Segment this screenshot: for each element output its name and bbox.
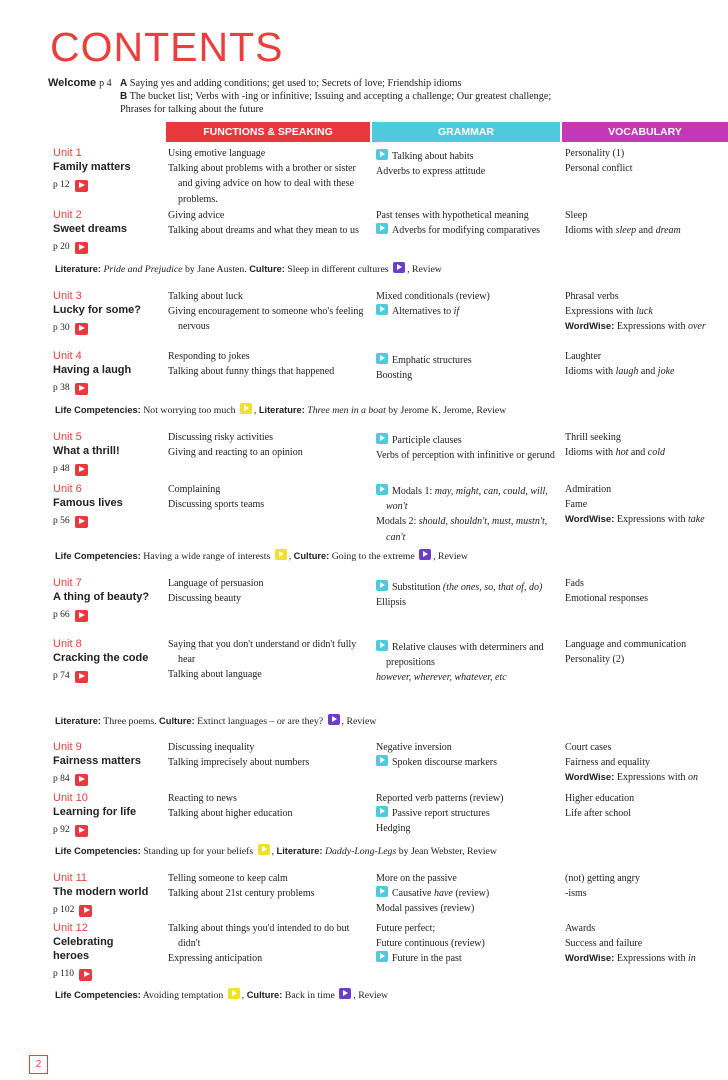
- vocabulary-item: WordWise: Expressions with take: [565, 514, 705, 526]
- grammar-item: Modals 2: should, shouldn't, must, mustn't, can't: [376, 516, 548, 543]
- grammar-video-icon[interactable]: [376, 580, 388, 591]
- grammar-header: GRAMMAR: [372, 122, 560, 142]
- functions-cell: [168, 146, 368, 207]
- grammar-item: Boosting: [376, 370, 413, 382]
- grammar-item: Emphatic structures: [376, 353, 562, 368]
- function-item: Talking about 21st century problems: [168, 888, 315, 900]
- vocabulary-item: Admiration: [565, 484, 612, 495]
- unit-page[interactable]: [53, 463, 88, 476]
- unit-number: Unit 2: [53, 209, 82, 221]
- video-play-icon[interactable]: [75, 383, 88, 395]
- welcome-label[interactable]: [48, 77, 112, 89]
- vocabulary-item: Emotional responses: [565, 593, 649, 605]
- grammar-item: Relative clauses with determiners and prepositions: [376, 640, 562, 670]
- vocabulary-item: Personality (2): [565, 654, 625, 666]
- section-summary-5: Life Competencies: Standing up for your beliefs , Literature: Daddy-Long-Legs by Jean Webster, Review: [55, 846, 497, 857]
- function-item: Discussing beauty: [168, 593, 242, 605]
- functions-cell: [168, 637, 368, 683]
- vocabulary-item: Expressions with luck: [565, 306, 653, 318]
- vocabulary-item: WordWise: Expressions with on: [565, 772, 698, 784]
- welcome-page: p 4: [99, 78, 112, 89]
- unit-page-number: p 110: [53, 969, 75, 979]
- functions-cell: [168, 791, 368, 821]
- unit-page-number: p 92: [53, 825, 70, 835]
- vocabulary-cell: [565, 482, 725, 528]
- function-item: Expressing anticipation: [168, 953, 263, 965]
- welcome-line-b-label: B: [120, 91, 128, 102]
- unit-number: Unit 12: [53, 922, 88, 934]
- vocabulary-item: Fads: [565, 578, 584, 589]
- grammar-cell: [376, 149, 562, 179]
- function-item: Language of persuasion: [168, 578, 264, 589]
- function-item: Talking about funny things that happened: [168, 366, 335, 378]
- unit-number: Unit 10: [53, 792, 88, 804]
- grammar-item: Reported verb patterns (review): [376, 793, 504, 804]
- functions-cell: [168, 349, 368, 379]
- video-play-icon[interactable]: [75, 242, 88, 254]
- vocabulary-cell: [565, 576, 725, 606]
- vocabulary-item: Court cases: [565, 742, 612, 753]
- grammar-item: Modals 1: may, might, can, could, will, won't: [376, 484, 562, 514]
- culture-video-icon[interactable]: [419, 549, 431, 560]
- unit-title: Having a laugh: [53, 364, 132, 376]
- function-item: Using emotive language: [168, 148, 266, 159]
- welcome-line-a-label: A: [120, 78, 128, 89]
- welcome-line-b-text: The bucket list; Verbs with -ing or infinitive; Issuing and accepting a challenge; Our greatest challenge;: [129, 91, 552, 102]
- functions-cell: [168, 871, 368, 901]
- function-item: Talking about dreams and what they mean to us: [168, 225, 359, 237]
- grammar-video-icon[interactable]: [376, 886, 388, 897]
- culture-video-icon[interactable]: [393, 262, 405, 273]
- life-competencies-icon[interactable]: [240, 403, 252, 414]
- vocabulary-item: Personal conflict: [565, 163, 633, 175]
- grammar-item: Verbs of perception with infinitive or gerund: [376, 450, 555, 462]
- vocabulary-item: (not) getting angry: [565, 873, 640, 884]
- unit-page-number: p 20: [53, 242, 70, 252]
- unit-number: Unit 11: [53, 872, 88, 884]
- vocabulary-cell: [565, 791, 725, 821]
- function-item: Giving and reacting to an opinion: [168, 447, 303, 459]
- unit-title: Learning for life: [53, 806, 137, 818]
- welcome-line-b: [120, 90, 551, 103]
- grammar-cell: [376, 289, 562, 319]
- welcome-title: Welcome: [48, 77, 97, 89]
- unit-page[interactable]: [53, 773, 88, 786]
- grammar-cell: [376, 740, 562, 770]
- section-summary-1: Literature: Pride and Prejudice by Jane Austen. Culture: Sleep in different cultures , Review: [55, 264, 442, 275]
- grammar-cell: [376, 484, 562, 545]
- unit-page-number: p 84: [53, 774, 70, 784]
- grammar-video-icon[interactable]: [376, 223, 388, 234]
- vocabulary-item: Laughter: [565, 351, 602, 362]
- grammar-video-icon[interactable]: [376, 806, 388, 817]
- function-item: Talking about higher education: [168, 808, 293, 820]
- vocabulary-item: Life after school: [565, 808, 632, 820]
- function-item: Telling someone to keep calm: [168, 873, 288, 884]
- unit-page-number: p 38: [53, 383, 70, 393]
- life-competencies-icon[interactable]: [258, 844, 270, 855]
- grammar-item: Past tenses with hypothetical meaning: [376, 210, 529, 221]
- function-item: Discussing risky activities: [168, 432, 273, 443]
- unit-page[interactable]: [53, 179, 88, 192]
- grammar-item: Spoken discourse markers: [376, 755, 562, 770]
- unit-page[interactable]: [53, 670, 88, 683]
- section-summary-2: Life Competencies: Not worrying too much , Literature: Three men in a boat by Jerome K. Jerome, Review: [55, 405, 507, 416]
- unit-number: Unit 9: [53, 741, 82, 753]
- grammar-item: Alternatives to if: [376, 304, 562, 319]
- unit-number: Unit 7: [53, 577, 82, 589]
- function-item: Giving advice: [168, 210, 225, 221]
- grammar-cell: [376, 791, 562, 837]
- vocabulary-item: Idioms with hot and cold: [565, 447, 666, 459]
- life-competencies-icon[interactable]: [275, 549, 287, 560]
- unit-title: Cracking the code: [53, 652, 149, 664]
- grammar-item: however, wherever, whatever, etc: [376, 672, 507, 684]
- video-play-icon[interactable]: [75, 464, 88, 476]
- video-play-icon[interactable]: [75, 825, 88, 837]
- grammar-video-icon[interactable]: [376, 353, 388, 364]
- grammar-item-text: Talking about habits: [392, 151, 474, 162]
- unit-number: Unit 6: [53, 483, 82, 495]
- grammar-video-icon[interactable]: [376, 484, 388, 495]
- grammar-cell: [376, 871, 562, 917]
- video-play-icon[interactable]: [79, 969, 92, 981]
- function-item: Discussing sports teams: [168, 499, 265, 511]
- vocabulary-cell: [565, 430, 725, 460]
- functions-cell: [168, 482, 368, 512]
- grammar-item: Hedging: [376, 823, 411, 835]
- unit-page[interactable]: [53, 968, 92, 981]
- vocabulary-item: -isms: [565, 888, 587, 900]
- vocabulary-item: WordWise: Expressions with over: [565, 321, 706, 333]
- grammar-item: Future continuous (review): [376, 938, 485, 950]
- grammar-item: Causative have (review): [376, 886, 562, 901]
- unit-page[interactable]: [53, 322, 88, 335]
- functions-cell: [168, 208, 368, 238]
- unit-page-number: p 48: [53, 464, 70, 474]
- vocabulary-item: Success and failure: [565, 938, 643, 950]
- vocabulary-cell: [565, 740, 725, 786]
- vocabulary-item: Language and communication: [565, 639, 687, 650]
- section-summary-6: Life Competencies: Avoiding temptation , Culture: Back in time , Review: [55, 990, 389, 1001]
- function-item: Talking about luck: [168, 291, 243, 302]
- page-number: 2: [29, 1055, 48, 1074]
- video-play-icon[interactable]: [75, 323, 88, 335]
- grammar-cell: [376, 580, 562, 610]
- vocabulary-cell: [565, 289, 725, 335]
- function-item: Complaining: [168, 484, 221, 495]
- unit-title: Family matters: [53, 161, 131, 173]
- life-competencies-icon[interactable]: [228, 988, 240, 999]
- grammar-item: Future perfect;: [376, 923, 436, 934]
- page-title: CONTENTS: [50, 24, 284, 70]
- grammar-item: Passive report structures: [376, 806, 562, 821]
- functions-cell: [168, 921, 368, 967]
- functions-cell: [168, 289, 368, 335]
- grammar-item: Modal passives (review): [376, 903, 475, 915]
- video-play-icon[interactable]: [75, 610, 88, 622]
- culture-video-icon[interactable]: [339, 988, 351, 999]
- vocabulary-header: VOCABULARY: [562, 122, 728, 142]
- grammar-item-text: Adverbs for modifying comparatives: [392, 225, 541, 237]
- unit-number: Unit 5: [53, 431, 82, 443]
- section-summary-4: Literature: Three poems. Culture: Extinct languages – or are they? , Review: [55, 716, 377, 727]
- vocabulary-cell: [565, 921, 725, 967]
- unit-number: Unit 4: [53, 350, 82, 362]
- unit-number: Unit 1: [53, 147, 82, 159]
- vocabulary-item: Thrill seeking: [565, 432, 621, 443]
- welcome-line-a: [120, 77, 551, 90]
- vocabulary-item: Fame: [565, 499, 588, 511]
- unit-title: A thing of beauty?: [53, 591, 150, 603]
- unit-page[interactable]: [53, 609, 88, 622]
- vocabulary-cell: [565, 637, 725, 667]
- vocabulary-item: Higher education: [565, 793, 635, 804]
- unit-page-number: p 102: [53, 905, 75, 915]
- vocabulary-item: Personality (1): [565, 148, 625, 159]
- unit-page[interactable]: [53, 382, 88, 395]
- function-item: Reacting to news: [168, 793, 237, 804]
- video-play-icon[interactable]: [75, 516, 88, 528]
- vocabulary-cell: [565, 208, 725, 238]
- grammar-video-icon[interactable]: [376, 755, 388, 766]
- unit-page-number: p 12: [53, 180, 70, 190]
- grammar-item: Participle clauses: [376, 433, 562, 448]
- grammar-item: Adverbs to express attitude: [376, 166, 486, 178]
- function-item: Discussing inequality: [168, 742, 255, 753]
- unit-title: What a thrill!: [53, 445, 120, 457]
- unit-page-number: p 66: [53, 610, 70, 620]
- unit-number: Unit 8: [53, 638, 82, 650]
- grammar-item: [376, 149, 562, 164]
- grammar-video-icon[interactable]: [376, 149, 388, 160]
- vocabulary-item: Fairness and equality: [565, 757, 650, 769]
- unit-page-number: p 56: [53, 516, 70, 526]
- video-play-icon[interactable]: [75, 180, 88, 192]
- functions-cell: [168, 576, 368, 606]
- grammar-cell: [376, 208, 562, 238]
- vocabulary-cell: [565, 349, 725, 379]
- grammar-video-icon[interactable]: [376, 951, 388, 962]
- grammar-item: More on the passive: [376, 873, 457, 884]
- function-item: Responding to jokes: [168, 351, 250, 362]
- vocabulary-item: Sleep: [565, 210, 588, 221]
- unit-title: Fairness matters: [53, 755, 142, 767]
- unit-title: Famous lives: [53, 497, 123, 509]
- functions-cell: [168, 740, 368, 770]
- grammar-item: Ellipsis: [376, 597, 407, 609]
- unit-title: The modern world: [53, 886, 149, 898]
- grammar-cell: [376, 353, 562, 383]
- vocabulary-item: WordWise: Expressions with in: [565, 953, 696, 965]
- grammar-video-icon[interactable]: [376, 640, 388, 651]
- grammar-item: Substitution (the ones, so, that of, do): [376, 580, 562, 595]
- welcome-lines: [120, 77, 551, 116]
- function-item: Talking imprecisely about numbers: [168, 757, 310, 769]
- unit-page[interactable]: [53, 904, 92, 917]
- function-item: Talking about problems with a brother or sister and giving advice on how to deal with these problems.: [168, 163, 356, 205]
- functions-cell: [168, 430, 368, 460]
- unit-title: Celebrating heroes: [53, 936, 114, 962]
- function-item: Saying that you don't understand or didn't fully hear: [168, 639, 357, 666]
- section-summary-3: Life Competencies: Having a wide range of interests , Culture: Going to the extreme , Review: [55, 551, 468, 562]
- function-item: Giving encouragement to someone who's feeling nervous: [168, 306, 364, 333]
- unit-title: Sweet dreams: [53, 223, 127, 235]
- grammar-item: Mixed conditionals (review): [376, 291, 490, 302]
- video-play-icon[interactable]: [75, 671, 88, 683]
- vocabulary-cell: [565, 146, 725, 176]
- video-play-icon[interactable]: [79, 905, 92, 917]
- vocabulary-item: Idioms with laugh and joke: [565, 366, 675, 378]
- grammar-item: Negative inversion: [376, 742, 452, 753]
- unit-number: Unit 3: [53, 290, 82, 302]
- vocabulary-item: Idioms with sleep and dream: [565, 225, 681, 237]
- grammar-cell: [376, 921, 562, 967]
- welcome-line-a-text: Saying yes and adding conditions; get used to; Secrets of love; Friendship idioms: [129, 78, 462, 89]
- unit-page[interactable]: [53, 515, 88, 528]
- unit-page-number: p 74: [53, 671, 70, 681]
- grammar-cell: [376, 640, 562, 686]
- video-play-icon[interactable]: [75, 774, 88, 786]
- unit-page[interactable]: [53, 824, 88, 837]
- grammar-cell: [376, 433, 562, 463]
- function-item: Talking about language: [168, 669, 262, 681]
- grammar-item: [376, 223, 562, 238]
- unit-page-number: p 30: [53, 323, 70, 333]
- vocabulary-item: Phrasal verbs: [565, 291, 619, 302]
- grammar-item: Future in the past: [376, 951, 562, 966]
- unit-title: Lucky for some?: [53, 304, 142, 316]
- welcome-line-c: Phrases for talking about the future: [120, 104, 264, 115]
- culture-video-icon[interactable]: [328, 714, 340, 725]
- vocabulary-item: Awards: [565, 923, 596, 934]
- vocabulary-cell: [565, 871, 725, 901]
- unit-page[interactable]: [53, 241, 88, 254]
- functions-header: FUNCTIONS & SPEAKING: [166, 122, 370, 142]
- function-item: Talking about things you'd intended to do but didn't: [168, 923, 350, 950]
- grammar-video-icon[interactable]: [376, 304, 388, 315]
- grammar-video-icon[interactable]: [376, 433, 388, 444]
